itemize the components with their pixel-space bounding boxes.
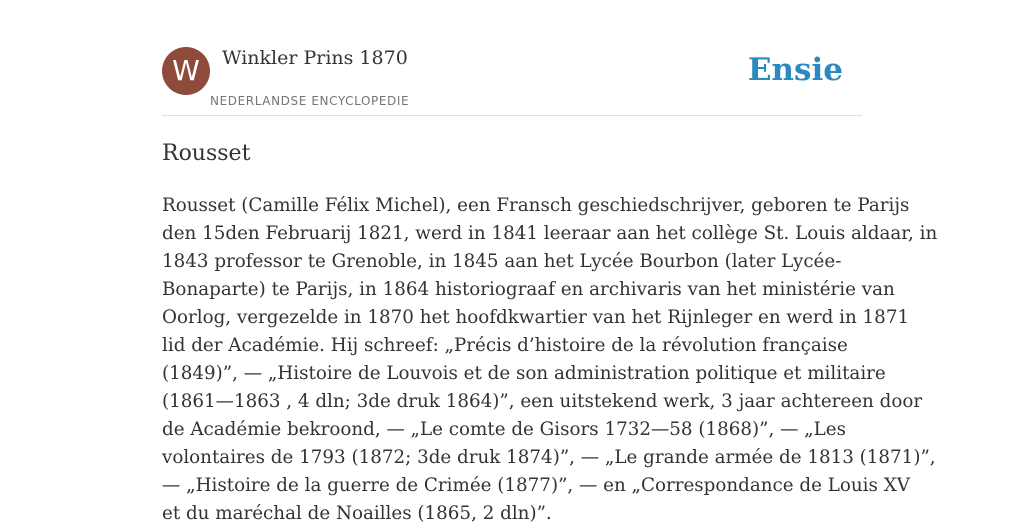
article-line: Rousset (Camille Félix Michel), een Fransch geschiedschrijver, geboren te Parijs <box>162 195 910 216</box>
article-headword: Rousset <box>162 141 251 166</box>
source-avatar[interactable]: W <box>162 47 210 95</box>
article-line: (1861—1863 , 4 dln; 3de druk 1864)”, een uitstekend werk, 3 jaar achtereen door <box>162 391 923 412</box>
article-line: den 15den Februarij 1821, werd in 1841 leeraar aan het collège St. Louis aldaar, in <box>162 223 938 244</box>
article-line: de Académie bekroond, — „Le comte de Gisors 1732—58 (1868)”, — „Les <box>162 419 846 440</box>
article-line: volontaires de 1793 (1872; 3de druk 1874)”, — „Le grande armée de 1813 (1871)”, <box>162 447 936 468</box>
article-line: Bonaparte) te Parijs, in 1864 historiograaf en archivaris van het ministérie van <box>162 279 895 300</box>
article-body <box>162 192 938 528</box>
article-line: 1843 professor te Grenoble, in 1845 aan het Lycée Bourbon (later Lycée- <box>162 251 842 272</box>
source-title[interactable]: Winkler Prins 1870 <box>222 47 408 69</box>
article-line: — „Histoire de la guerre de Crimée (1877)”, — en „Correspondance de Louis XV <box>162 475 910 496</box>
article-line: Oorlog, vergezelde in 1870 het hoofdkwartier van het Rijnleger en werd in 1871 <box>162 307 910 328</box>
article-line: (1849)”, — „Histoire de Louvois et de son administration politique et militaire <box>162 363 886 384</box>
article-line: et du maréchal de Noailles (1865, 2 dln)”. <box>162 503 552 524</box>
article-line: lid der Académie. Hij schreef: „Précis d’histoire de la révolution française <box>162 335 848 356</box>
ensie-logo[interactable]: Ensie <box>747 52 843 88</box>
source-subtitle: NEDERLANDSE ENCYCLOPEDIE <box>210 94 410 108</box>
header-divider <box>162 115 862 116</box>
